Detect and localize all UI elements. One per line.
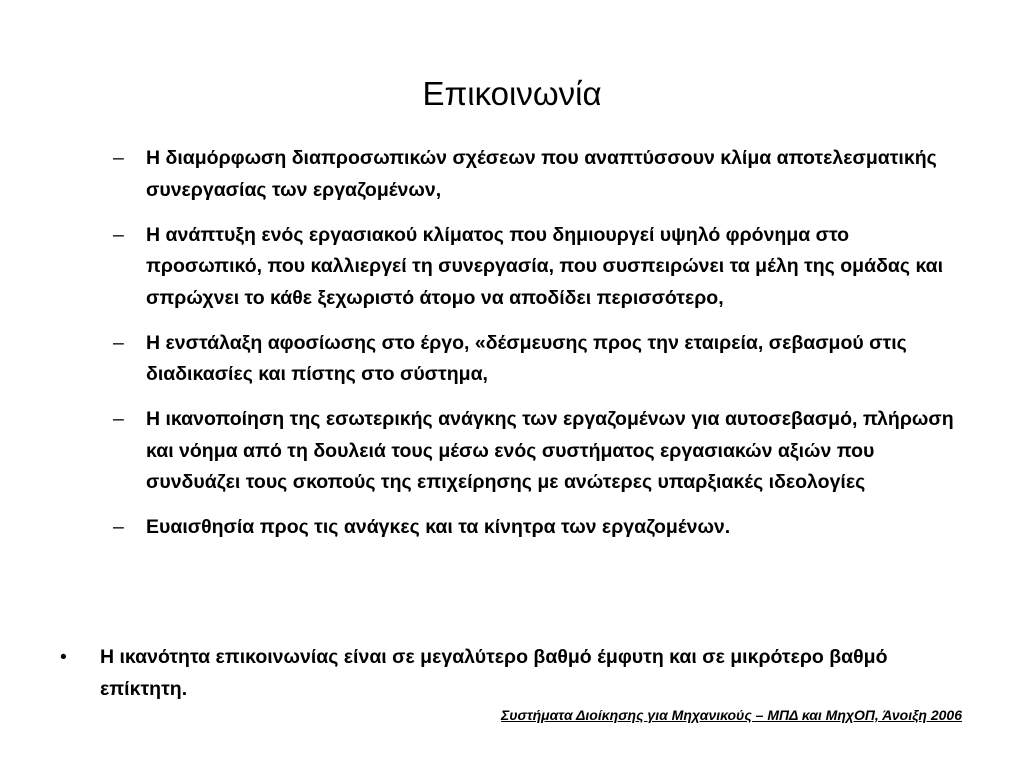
dash-marker: – — [113, 331, 124, 354]
list-item — [0, 143, 1024, 206]
footer-caption: Συστήματα Διοίκησης για Μηχανικούς – ΜΠΔ και ΜηχΟΠ, Άνοιξη 2006 — [501, 707, 962, 723]
list-item-text: Η ανάπτυξη ενός εργασιακού κλίματος που δημιουργεί υψηλό φρόνημα στο προσωπικό, που καλλιεργεί τη συνεργασία, που συσπειρώνει τα μέλη της ομάδας και σπρώχνει το κάθε ξεχωριστό άτομο να αποδίδει περισσότερο, — [146, 223, 944, 309]
list-item-text: Η διαμόρφωση διαπροσωπικών σχέσεων που αναπτύσσουν κλίμα αποτελεσματικής συνεργασίας των εργαζομένων, — [146, 147, 937, 201]
list-item-text: Η ενστάλαξη αφοσίωσης στο έργο, «δέσμευσης προς την εταιρεία, σεβασμού στις διαδικασίες και πίστης στο σύστημα, — [146, 331, 907, 385]
dash-marker: – — [113, 516, 124, 538]
slide-title: Επικοινωνία — [422, 75, 602, 112]
list-item — [0, 328, 1024, 391]
dash-marker: – — [113, 147, 124, 169]
list-item-text: Η ικανοποίηση της εσωτερικής ανάγκης των εργαζομένων για αυτοσεβασμό, πλήρωση και νόημα από τη δουλειά τους μέσω ενός συστήματος εργασιακών αξιών που συνδυάζει τους σκοπούς της επιχείρησης με ανώτερες υπαρξιακές ιδεολογίες — [146, 408, 954, 493]
list-item — [0, 512, 1024, 544]
list-item — [0, 220, 1024, 315]
dash-marker: – — [113, 223, 124, 246]
bullet-marker: • — [60, 646, 67, 668]
list-item — [0, 404, 1024, 499]
main-bullet-item — [0, 642, 1024, 705]
dash-marker: – — [113, 408, 124, 430]
main-bullet-text: Η ικανότητα επικοινωνίας είναι σε μεγαλύτερο βαθμό έμφυτη και σε μικρότερο βαθμό επίκτητη. — [100, 646, 888, 700]
sub-bullet-list — [0, 143, 1024, 557]
list-item-text: Ευαισθησία προς τις ανάγκες και τα κίνητρα των εργαζομένων. — [146, 516, 731, 538]
